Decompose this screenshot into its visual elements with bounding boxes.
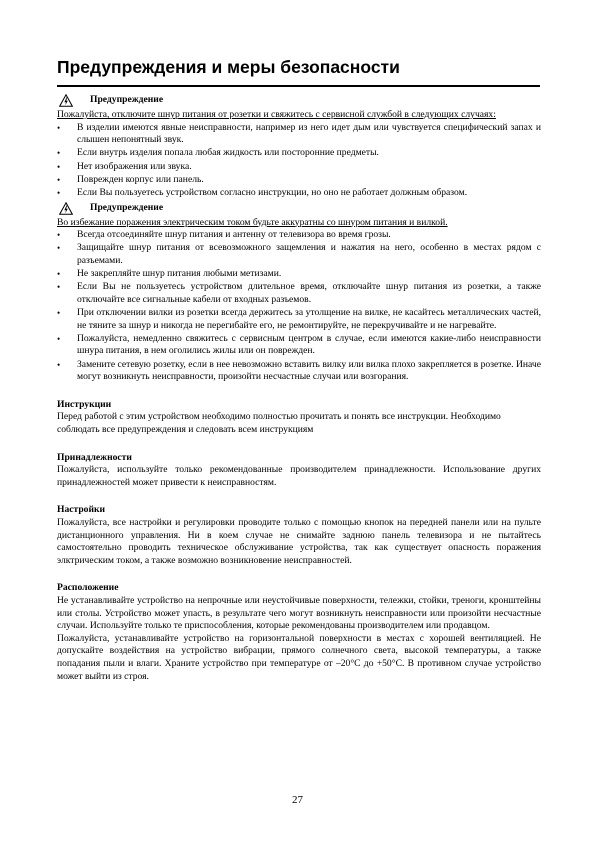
section-paragraph: Перед работой с этим устройством необходимо полностью прочитать и понять все инструкции. Необходимо соблюдать все предупреждения и следовать всем инструкциям: [57, 411, 501, 435]
bullet-icon: •: [57, 187, 61, 198]
warning-triangle-icon: [59, 202, 73, 215]
warning-title: Предупреждение: [90, 94, 164, 106]
bullet-icon: •: [57, 122, 61, 133]
page-content: [57, 93, 541, 683]
warning-title: Предупреждение: [90, 201, 164, 213]
warning-intro: Пожалуйста, отключите шнур питания от розетки и свяжитесь с сервисной службой в следующих случаях:: [57, 109, 496, 120]
list-item: • При отключении вилки из розетки всегда держитесь за утолщение на вилке, не касайтесь металлических частей, не тяните за шнур и никогда не перегибайте его, не ремонтируйте, не перекручивайте и не нагревайте.: [57, 307, 541, 331]
list-item: • Поврежден корпус или панель.: [57, 173, 204, 185]
section-paragraph: Не устанавливайте устройство на непрочные или неустойчивые поверхности, тележки, стойки, треноги, кронштейны или столы. Устройство может упасть, в результате чего могут возникнуть неисправности или произойти несчастные случаи. Используйте только те приспособления, которые рекомендованы производителем или продавцом.: [57, 594, 541, 632]
list-item: • Замените сетевую розетку, если в нее невозможно вставить вилку или вилка плохо закрепляется в розетке. Иначе могут возникнуть неисправности, произойти несчастные случаи или возгорания.: [57, 358, 541, 383]
section-title: Настройки: [57, 504, 106, 516]
list-item: • Всегда отсоединяйте шнур питания и антенну от телевизора во время грозы.: [57, 229, 391, 241]
page-title: Предупреждения и меры безопасности: [57, 57, 400, 77]
bullet-icon: •: [57, 269, 61, 280]
section-title: Инструкции: [57, 398, 112, 410]
section-instructions: [57, 399, 541, 437]
warning-intro: Во избежание поражения электрическим током будьте аккуратны со шнуром питания и вилкой.: [57, 216, 448, 228]
section-paragraph: Пожалуйста, используйте только рекомендованные производителем принадлежности. Использование других принадлежностей может привести к неисправностям.: [57, 464, 541, 488]
bullet-icon: •: [57, 230, 61, 241]
list-item: • Если Вы пользуетесь устройством согласно инструкции, но оно не работает должным образом.: [57, 186, 468, 198]
bullet-icon: •: [57, 282, 61, 293]
list-item: • Нет изображения или звука.: [57, 160, 192, 172]
list-item: • Если внутрь изделия попала любая жидкость или посторонние предметы.: [57, 147, 379, 159]
bullet-icon: •: [57, 359, 61, 370]
warning-list: [57, 229, 541, 384]
page-number: 27: [292, 794, 303, 806]
list-item: • Не закрепляйте шнур питания любыми метизами.: [57, 268, 282, 280]
list-item: • Пожалуйста, немедленно свяжитесь с сервисным центром в случае, если имеются какие-либо неисправности шнура питания, в нем оголились жилы или он поврежден.: [57, 332, 541, 357]
section-accessories: [57, 452, 541, 490]
bullet-icon: •: [57, 308, 61, 319]
warning-list: [57, 122, 541, 200]
section-title: Принадлежности: [57, 451, 132, 463]
bullet-icon: •: [57, 161, 61, 172]
title-divider: [57, 85, 540, 87]
section-paragraph: Пожалуйста, устанавливайте устройство на горизонтальной поверхности в местах с хорошей вентиляцией. Не допускайте воздействия на устройство вибрации, прямого солнечного света, высокой температуры, а также попадания пыли и влаги. Храните устройство при температуре от –20°C до +50°C. В противном случае устройство может выйти из строя.: [57, 632, 541, 682]
warning-header: [57, 93, 541, 108]
list-item: • Если Вы не пользуетесь устройством длительное время, отключайте шнур питания из розетки, а также отключайте все сигнальные кабели от входных разъемов.: [57, 281, 541, 305]
section-title: Расположение: [57, 582, 119, 594]
list-item: • Защищайте шнур питания от всевозможного защемления и нажатия на него, особенно в местах рядом с разъемами.: [57, 242, 541, 266]
bullet-icon: •: [57, 333, 61, 344]
bullet-icon: •: [57, 243, 61, 254]
section-settings: [57, 504, 541, 567]
bullet-icon: •: [57, 174, 61, 185]
warning-triangle-icon: [59, 94, 73, 107]
section-paragraph: Пожалуйста, все настройки и регулировки проводите только с помощью кнопок на передней панели или на пульте дистанционного управления. Ни в коем случае не снимайте заднюю панель телевизора и не пытайтесь самостоятельно проводить техническое обслуживание устройства, так как существует опасность поражения элктрическим током, а также возможно возникновение неисправностей.: [57, 516, 541, 566]
warning-header: [57, 201, 541, 216]
warning-block-2: [57, 201, 541, 384]
list-item: • В изделии имеются явные неисправности, например из него идет дым или чувствуется специфический запах и слышен непонятный звук.: [57, 121, 541, 146]
section-placement: [57, 582, 541, 683]
warning-block-1: [57, 93, 541, 200]
bullet-icon: •: [57, 148, 61, 159]
